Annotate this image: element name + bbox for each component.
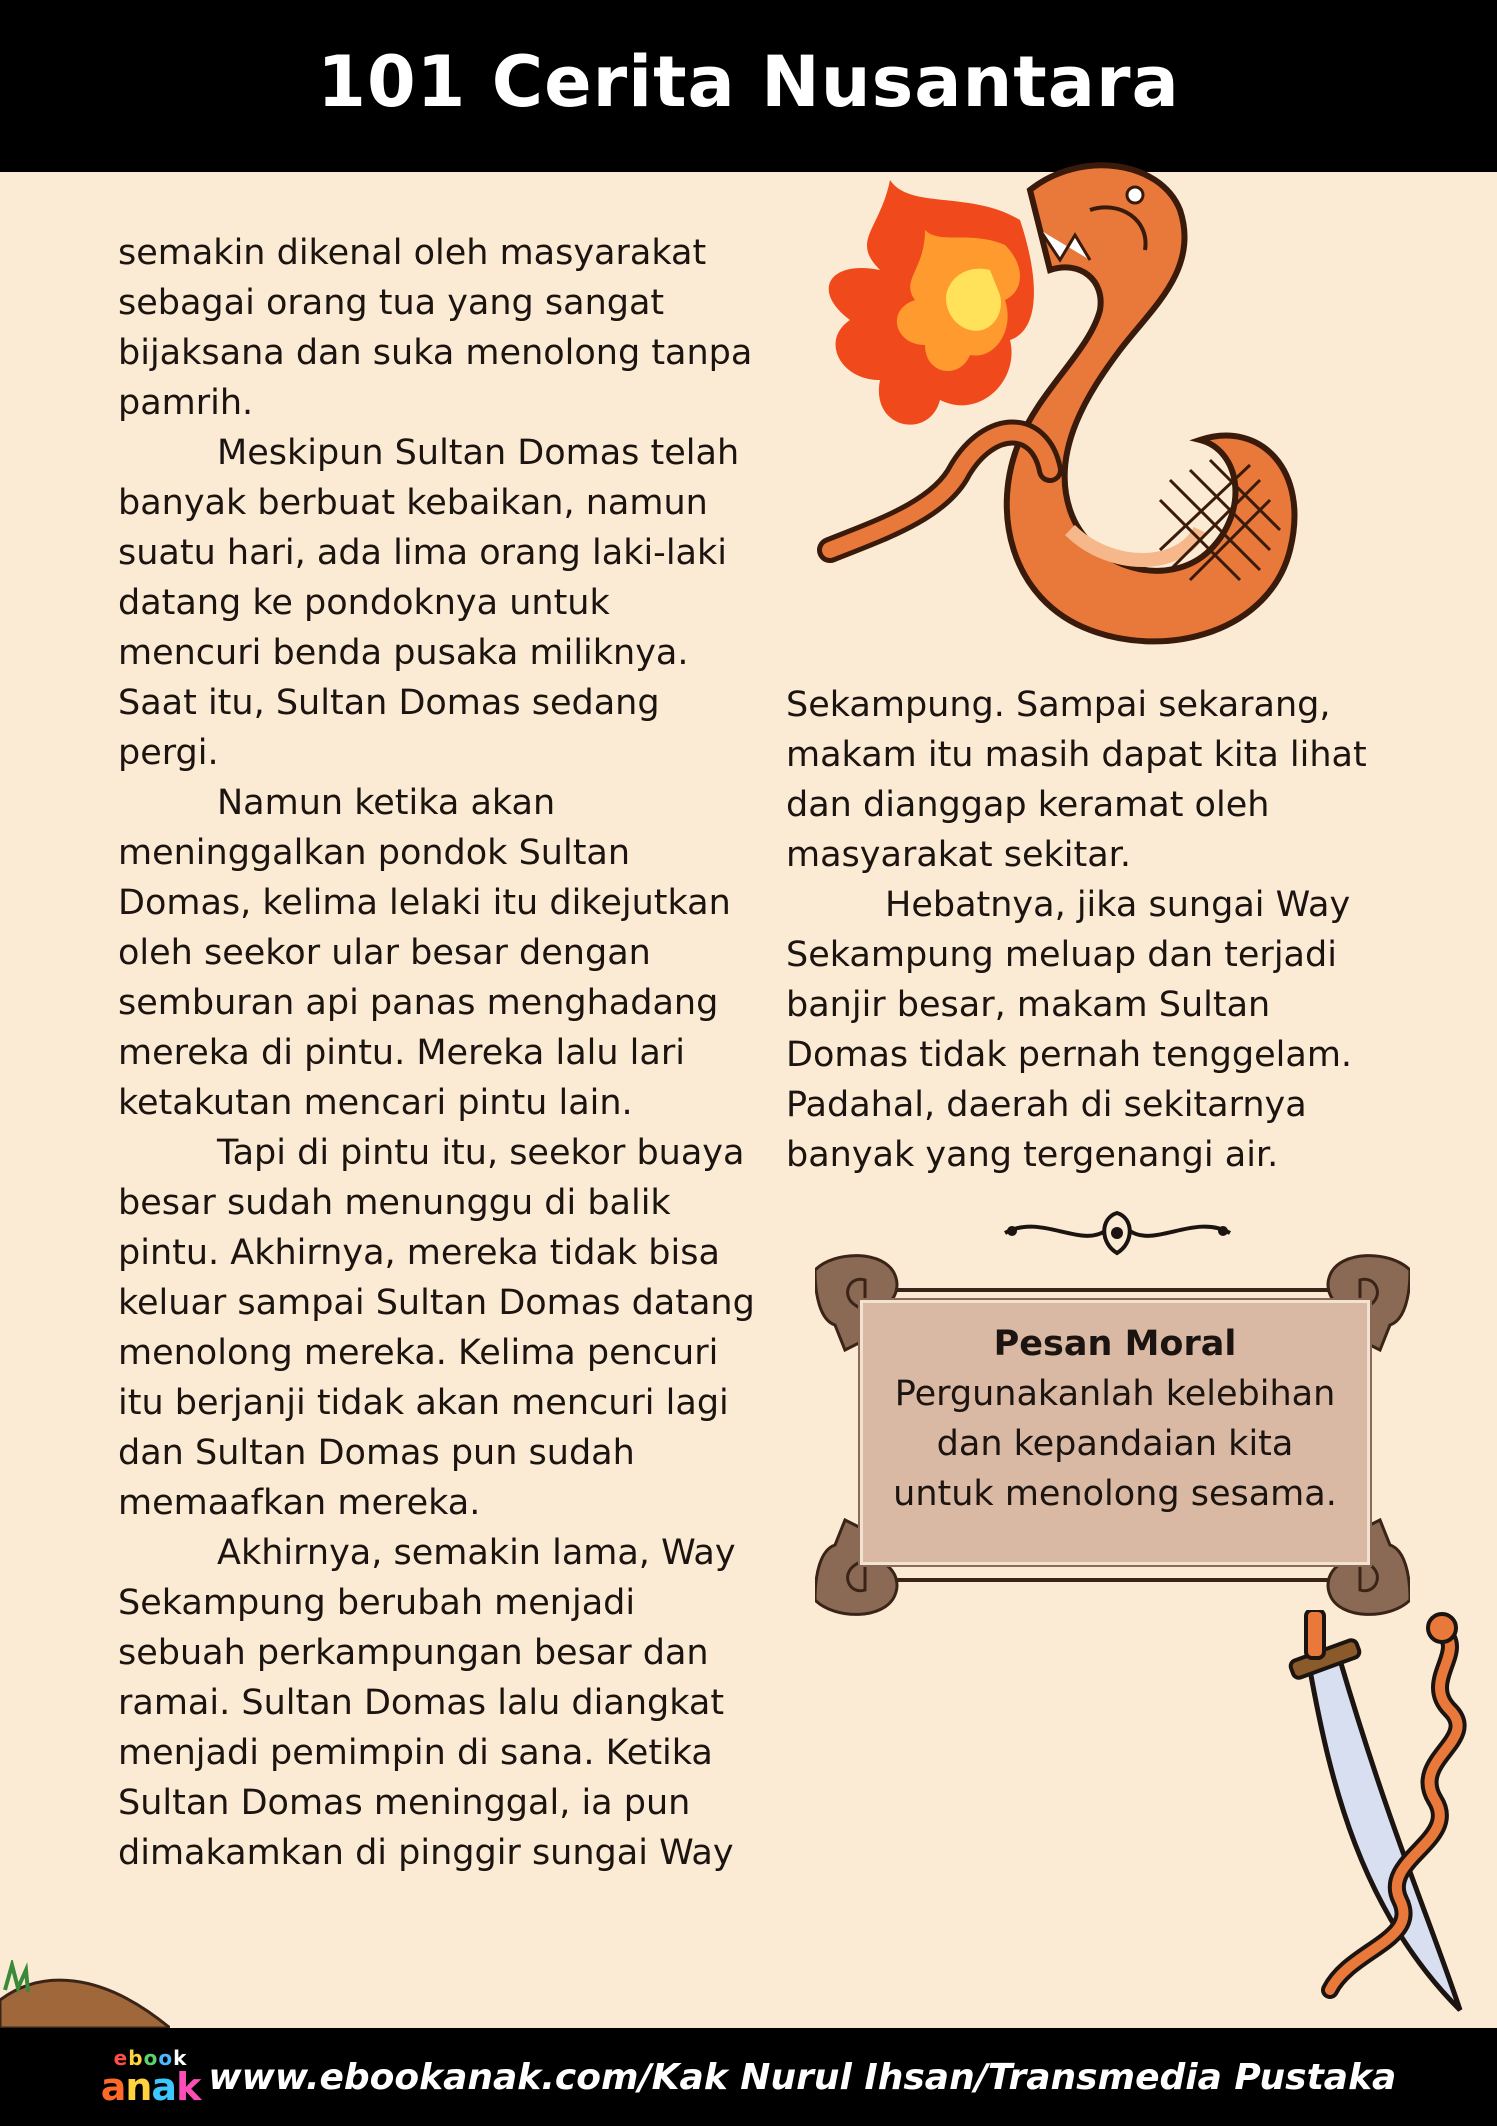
moral-message-box bbox=[860, 1300, 1370, 1565]
story-paragraph-7: Hebatnya, jika sungai Way Sekampung meluap dan terjadi banjir besar, makam Sultan Domas tidak pernah tenggelam. Padahal, daerah di sekitarnya banyak yang tergenangi air. bbox=[786, 885, 1353, 1175]
fire-breath bbox=[829, 180, 1034, 425]
book-title: 101 Cerita Nusantara bbox=[317, 41, 1180, 123]
logo-bottom-word: anak bbox=[100, 2065, 201, 2109]
logo-top-word: ebook bbox=[113, 2046, 188, 2070]
story-paragraph-3: Namun ketika akan meninggalkan pondok Sultan Domas, kelima lelaki itu dikejutkan oleh seekor ular besar dengan semburan api panas menghadang mereka di pintu. Mereka lalu lari ketakutan mencari pintu lain. bbox=[118, 783, 731, 1123]
page-header bbox=[0, 0, 1497, 172]
story-paragraph-2: Meskipun Sultan Domas telah banyak berbuat kebaikan, namun suatu hari, ada lima orang laki-laki datang ke pondoknya untuk mencuri benda pusaka miliknya. Saat itu, Sultan Domas sedang pergi. bbox=[118, 433, 740, 773]
story-column-right bbox=[786, 680, 1386, 1180]
story-paragraph-5: Akhirnya, semakin lama, Way Sekampung berubah menjadi sebuah perkampungan besar dan ramai. Sultan Domas lalu diangkat menjadi pemimpin di sana. Ketika Sultan Domas meninggal, ia pun dimakamkan di pinggir sungai Way bbox=[118, 1533, 736, 1873]
page-footer bbox=[0, 2028, 1497, 2126]
hill-decoration bbox=[0, 1960, 170, 2028]
ebookanak-logo bbox=[100, 2046, 201, 2109]
moral-text: Pergunakanlah kelebihan dan kepandaian kita untuk menolong sesama. bbox=[893, 1374, 1337, 1514]
story-paragraph-1: semakin dikenal oleh masyarakat sebagai orang tua yang sangat bijaksana dan suka menolong tanpa pamrih. bbox=[118, 233, 753, 423]
footer-credit-link[interactable]: www.ebookanak.com/Kak Nurul Ihsan/Transmedia Pustaka bbox=[208, 2056, 1397, 2098]
story-column-left bbox=[118, 228, 758, 1878]
fire-snake-illustration bbox=[790, 150, 1350, 680]
sword-snake-illustration bbox=[1270, 1610, 1485, 2020]
story-paragraph-6: Sekampung. Sampai sekarang, makam itu masih dapat kita lihat dan dianggap keramat oleh masyarakat sekitar. bbox=[786, 685, 1367, 875]
story-paragraph-4: Tapi di pintu itu, seekor buaya besar sudah menunggu di balik pintu. Akhirnya, mereka tidak bisa keluar sampai Sultan Domas datang menolong mereka. Kelima pencuri itu berjanji tidak akan mencuri lagi dan Sultan Domas pun sudah memaafkan mereka. bbox=[118, 1133, 755, 1523]
moral-title: Pesan Moral bbox=[993, 1324, 1237, 1364]
